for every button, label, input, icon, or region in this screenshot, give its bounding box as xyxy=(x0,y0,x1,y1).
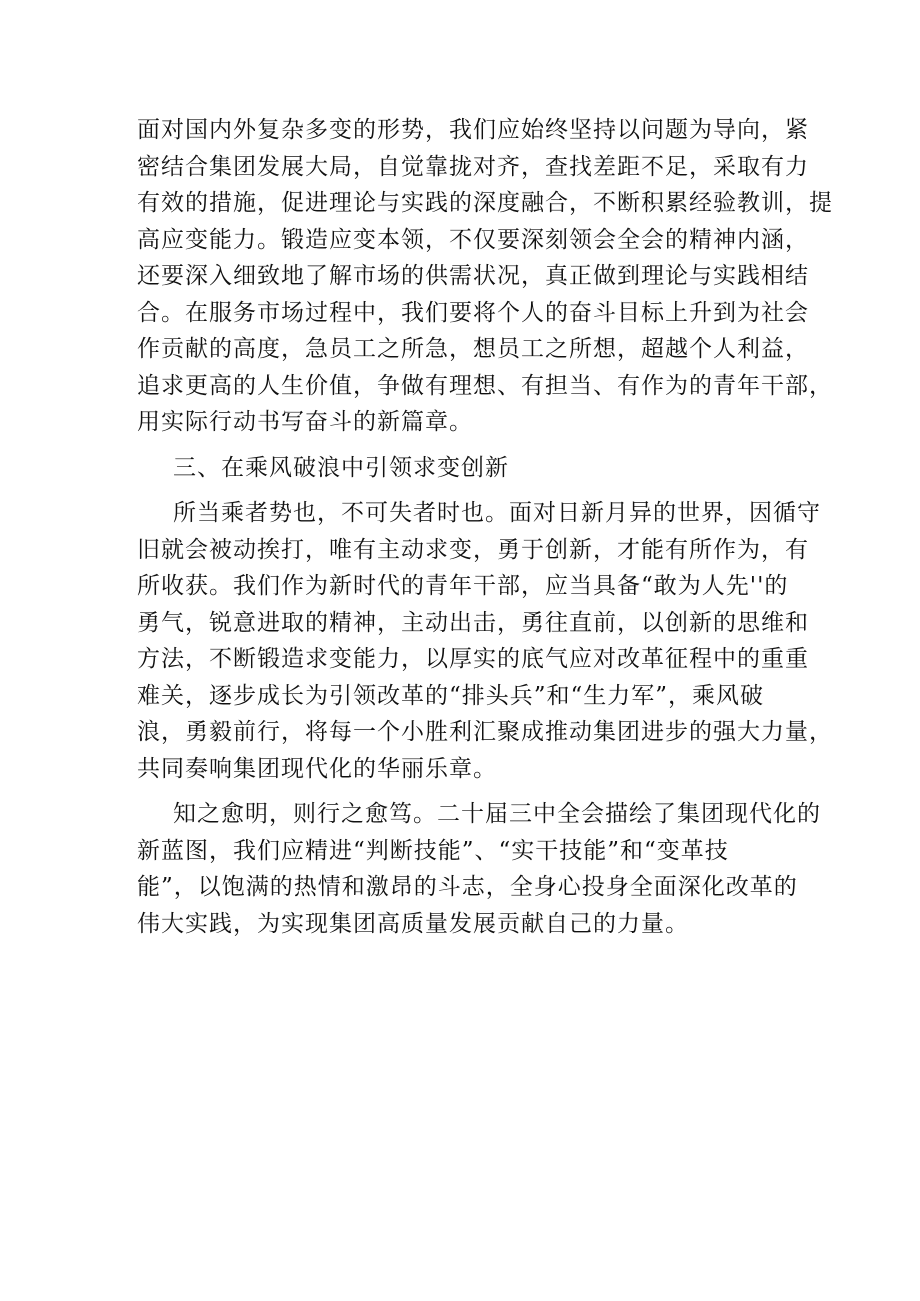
text-line: 作贡献的高度，急员工之所急，想员工之所想，超越个人利益， xyxy=(137,336,809,362)
section-heading: 三、在乘风破浪中引领求变创新 xyxy=(173,454,509,481)
text-line: 密结合集团发展大局，自觉靠拢对齐，查找差距不足，采取有力 xyxy=(137,153,809,180)
text-line: 伟大实践，为实现集团高质量发展贡献自己的力量。 xyxy=(137,910,689,937)
text-line: 用实际行动书写奋斗的新篇章。 xyxy=(137,409,473,435)
text-line: 能”，以饱满的热情和激昂的斗志，全身心投身全面深化改革的 xyxy=(137,874,798,900)
paragraph-2 xyxy=(137,495,833,787)
text-line: 追求更高的人生价值，争做有理想、有担当、有作为的青年干部， xyxy=(137,372,833,399)
text-line: 方法，不断锻造求变能力，以厚实的底气应对改革征程中的重重 xyxy=(137,646,809,672)
text-line: 知之愈明，则行之愈笃。二十届三中全会描绘了集团现代化的 xyxy=(173,801,821,827)
text-line: 浪，勇毅前行，将每一个小胜利汇聚成推动集团进步的强大力量， xyxy=(137,719,833,745)
text-line: 合。在服务市场过程中，我们要将个人的奋斗目标上升到为社会 xyxy=(137,299,809,326)
text-line: 有效的措施，促进理论与实践的深度融合，不断积累经验教训，提 xyxy=(137,190,833,216)
text-line: 勇气，锐意进取的精神，主动出击，勇往直前，以创新的思维和 xyxy=(137,609,809,636)
text-line: 旧就会被动挨打，唯有主动求变，勇于创新，才能有所作为，有 xyxy=(137,536,809,563)
text-line: 新蓝图，我们应精进“判断技能”、“实干技能”和“变革技 xyxy=(137,837,729,864)
text-line: 还要深入细致地了解市场的供需状况，真正做到理论与实践相结 xyxy=(137,263,809,289)
text-line: 高应变能力。锻造应变本领，不仅要深刻领会全会的精神内涵， xyxy=(137,226,809,253)
text-line: 面对国内外复杂多变的形势，我们应始终坚持以问题为导向，紧 xyxy=(137,117,809,143)
paragraph-1 xyxy=(137,112,833,441)
text-line: 所当乘者势也，不可失者时也。面对日新月异的世界，因循守 xyxy=(173,500,821,526)
text-line: 所收获。我们作为新时代的青年干部，应当具备“敢为人先''的 xyxy=(137,573,789,599)
document-body xyxy=(137,112,833,942)
paragraph-3 xyxy=(137,796,821,942)
text-line: 共同奏响集团现代化的华丽乐章。 xyxy=(137,755,497,782)
text-line: 难关，逐步成长为引领改革的“排头兵”和“生力军”，乘风破 xyxy=(137,682,765,709)
